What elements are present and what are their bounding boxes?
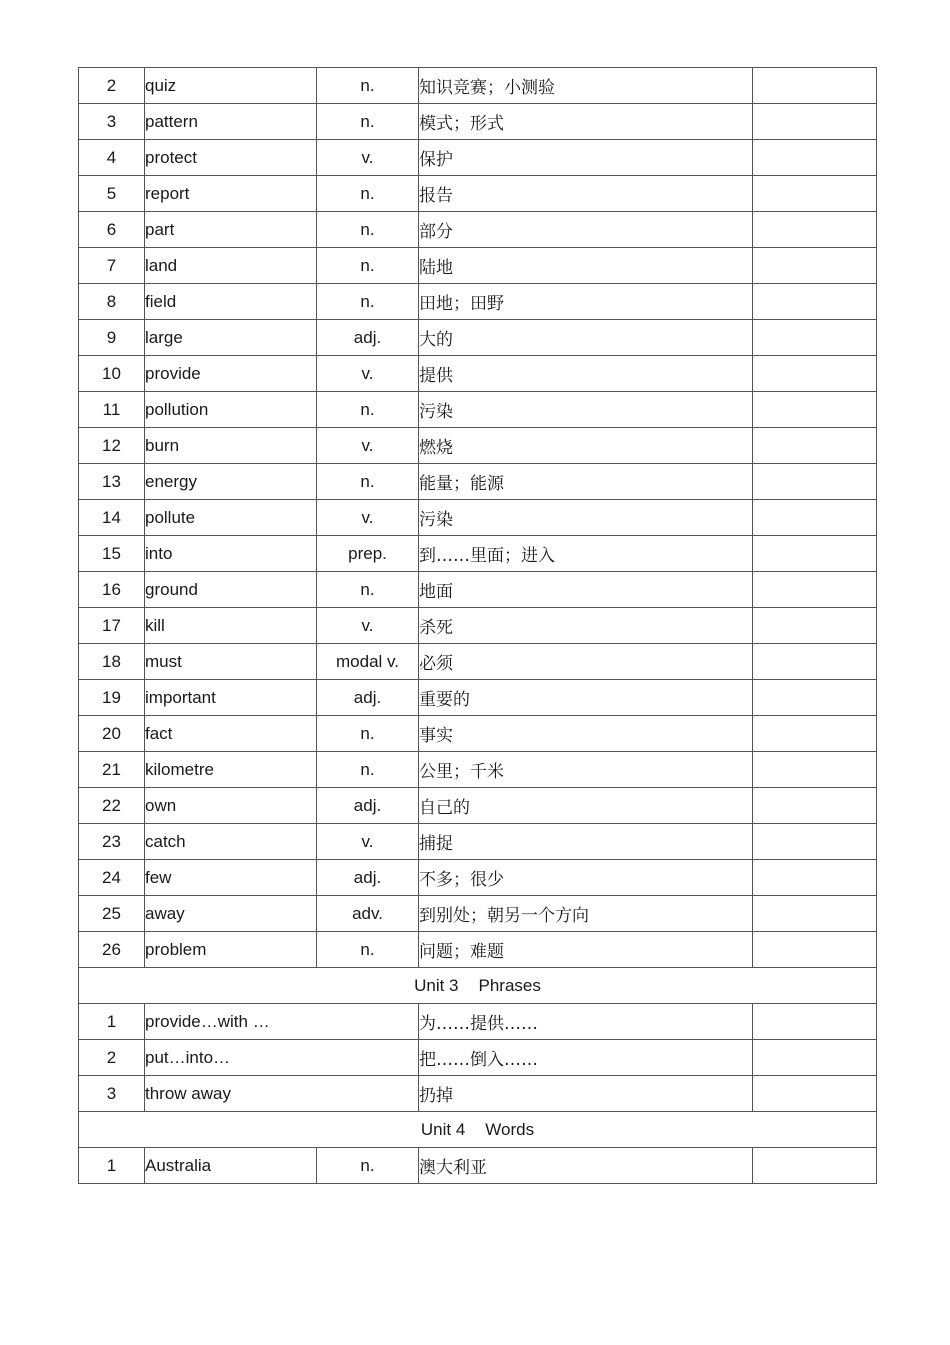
word-cell: provide — [145, 356, 317, 392]
word-cell: must — [145, 644, 317, 680]
meaning-cell: 自己的 — [419, 788, 753, 824]
word-cell: field — [145, 284, 317, 320]
row-number: 20 — [79, 716, 145, 752]
blank-cell — [753, 824, 877, 860]
word-cell: into — [145, 536, 317, 572]
phrase-cell: throw away — [145, 1076, 419, 1112]
meaning-cell: 知识竞赛；小测验 — [419, 68, 753, 104]
word-cell: land — [145, 248, 317, 284]
blank-cell — [753, 536, 877, 572]
row-number: 18 — [79, 644, 145, 680]
blank-cell — [753, 1148, 877, 1184]
part-of-speech-cell: v. — [317, 608, 419, 644]
table-row — [79, 428, 877, 464]
table-row — [79, 1040, 877, 1076]
row-number: 2 — [79, 68, 145, 104]
meaning-cell: 事实 — [419, 716, 753, 752]
word-cell: pollution — [145, 392, 317, 428]
table-row — [79, 500, 877, 536]
part-of-speech-cell: n. — [317, 752, 419, 788]
unit3-phrases-body — [79, 1004, 877, 1112]
blank-cell — [753, 860, 877, 896]
meaning-cell: 田地；田野 — [419, 284, 753, 320]
blank-cell — [753, 932, 877, 968]
blank-cell — [753, 896, 877, 932]
row-number: 15 — [79, 536, 145, 572]
table-row — [79, 1076, 877, 1112]
table-row — [79, 68, 877, 104]
table-row — [79, 932, 877, 968]
blank-cell — [753, 392, 877, 428]
blank-cell — [753, 500, 877, 536]
blank-cell — [753, 788, 877, 824]
table-row — [79, 140, 877, 176]
part-of-speech-cell: n. — [317, 1148, 419, 1184]
table-row — [79, 1148, 877, 1184]
meaning-cell: 污染 — [419, 500, 753, 536]
word-cell: quiz — [145, 68, 317, 104]
word-cell: burn — [145, 428, 317, 464]
table-row — [79, 644, 877, 680]
table-row — [79, 680, 877, 716]
row-number: 5 — [79, 176, 145, 212]
row-number: 1 — [79, 1004, 145, 1040]
blank-cell — [753, 176, 877, 212]
unit3-words-body — [79, 68, 877, 968]
row-number: 13 — [79, 464, 145, 500]
table-row — [79, 896, 877, 932]
section-label: Phrases — [478, 975, 541, 995]
meaning-cell: 污染 — [419, 392, 753, 428]
row-number: 25 — [79, 896, 145, 932]
part-of-speech-cell: v. — [317, 428, 419, 464]
word-cell: report — [145, 176, 317, 212]
table-row — [79, 860, 877, 896]
part-of-speech-cell: n. — [317, 248, 419, 284]
part-of-speech-cell: n. — [317, 68, 419, 104]
table-row — [79, 464, 877, 500]
meaning-cell: 必须 — [419, 644, 753, 680]
table-row — [79, 536, 877, 572]
blank-cell — [753, 1076, 877, 1112]
row-number: 22 — [79, 788, 145, 824]
table-row — [79, 212, 877, 248]
row-number: 2 — [79, 1040, 145, 1076]
word-cell: catch — [145, 824, 317, 860]
meaning-cell: 扔掉 — [419, 1076, 753, 1112]
unit-label: Unit 4 — [420, 1119, 466, 1139]
part-of-speech-cell: n. — [317, 932, 419, 968]
row-number: 19 — [79, 680, 145, 716]
meaning-cell: 问题；难题 — [419, 932, 753, 968]
part-of-speech-cell: n. — [317, 392, 419, 428]
word-cell: part — [145, 212, 317, 248]
blank-cell — [753, 1004, 877, 1040]
meaning-cell: 重要的 — [419, 680, 753, 716]
blank-cell — [753, 248, 877, 284]
blank-cell — [753, 680, 877, 716]
part-of-speech-cell: adv. — [317, 896, 419, 932]
word-cell: pollute — [145, 500, 317, 536]
table-row — [79, 356, 877, 392]
blank-cell — [753, 716, 877, 752]
meaning-cell: 模式；形式 — [419, 104, 753, 140]
section-header-row — [79, 968, 877, 1004]
meaning-cell: 能量；能源 — [419, 464, 753, 500]
meaning-cell: 大的 — [419, 320, 753, 356]
meaning-cell: 到别处；朝另一个方向 — [419, 896, 753, 932]
word-cell: problem — [145, 932, 317, 968]
meaning-cell: 捕捉 — [419, 824, 753, 860]
blank-cell — [753, 1040, 877, 1076]
word-cell: ground — [145, 572, 317, 608]
part-of-speech-cell: prep. — [317, 536, 419, 572]
phrase-cell: provide…with … — [145, 1004, 419, 1040]
meaning-cell: 保护 — [419, 140, 753, 176]
part-of-speech-cell: n. — [317, 464, 419, 500]
meaning-cell: 地面 — [419, 572, 753, 608]
row-number: 3 — [79, 104, 145, 140]
vocabulary-table — [78, 67, 877, 1184]
part-of-speech-cell: adj. — [317, 788, 419, 824]
row-number: 3 — [79, 1076, 145, 1112]
table-row — [79, 104, 877, 140]
row-number: 16 — [79, 572, 145, 608]
blank-cell — [753, 104, 877, 140]
row-number: 17 — [79, 608, 145, 644]
row-number: 8 — [79, 284, 145, 320]
blank-cell — [753, 752, 877, 788]
blank-cell — [753, 428, 877, 464]
phrase-cell: put…into… — [145, 1040, 419, 1076]
row-number: 24 — [79, 860, 145, 896]
part-of-speech-cell: n. — [317, 284, 419, 320]
meaning-cell: 澳大利亚 — [419, 1148, 753, 1184]
part-of-speech-cell: adj. — [317, 680, 419, 716]
part-of-speech-cell: v. — [317, 824, 419, 860]
blank-cell — [753, 140, 877, 176]
unit4-words-header — [79, 1112, 877, 1148]
meaning-cell: 陆地 — [419, 248, 753, 284]
row-number: 6 — [79, 212, 145, 248]
table-row — [79, 320, 877, 356]
part-of-speech-cell: n. — [317, 104, 419, 140]
row-number: 26 — [79, 932, 145, 968]
meaning-cell: 杀死 — [419, 608, 753, 644]
word-cell: Australia — [145, 1148, 317, 1184]
part-of-speech-cell: v. — [317, 500, 419, 536]
table-row — [79, 392, 877, 428]
meaning-cell: 把……倒入…… — [419, 1040, 753, 1076]
row-number: 9 — [79, 320, 145, 356]
row-number: 21 — [79, 752, 145, 788]
table-row — [79, 284, 877, 320]
meaning-cell: 部分 — [419, 212, 753, 248]
word-cell: own — [145, 788, 317, 824]
blank-cell — [753, 68, 877, 104]
blank-cell — [753, 644, 877, 680]
part-of-speech-cell: adj. — [317, 320, 419, 356]
table-row — [79, 752, 877, 788]
part-of-speech-cell: v. — [317, 356, 419, 392]
blank-cell — [753, 212, 877, 248]
row-number: 7 — [79, 248, 145, 284]
blank-cell — [753, 356, 877, 392]
table-row — [79, 788, 877, 824]
table-row — [79, 1004, 877, 1040]
word-cell: pattern — [145, 104, 317, 140]
table-row — [79, 248, 877, 284]
row-number: 14 — [79, 500, 145, 536]
word-cell: important — [145, 680, 317, 716]
meaning-cell: 燃烧 — [419, 428, 753, 464]
blank-cell — [753, 320, 877, 356]
unit3-phrases-header — [79, 968, 877, 1004]
part-of-speech-cell: adj. — [317, 860, 419, 896]
part-of-speech-cell: v. — [317, 140, 419, 176]
meaning-cell: 到……里面；进入 — [419, 536, 753, 572]
meaning-cell: 不多；很少 — [419, 860, 753, 896]
part-of-speech-cell: n. — [317, 212, 419, 248]
word-cell: energy — [145, 464, 317, 500]
row-number: 1 — [79, 1148, 145, 1184]
unit-label: Unit 3 — [414, 975, 459, 995]
word-cell: kilometre — [145, 752, 317, 788]
word-cell: fact — [145, 716, 317, 752]
unit4-words-body — [79, 1148, 877, 1184]
row-number: 12 — [79, 428, 145, 464]
unit3-phrases-section — [79, 968, 877, 1004]
table-row — [79, 572, 877, 608]
section-header-row — [79, 1112, 877, 1148]
row-number: 11 — [79, 392, 145, 428]
part-of-speech-cell: n. — [317, 716, 419, 752]
part-of-speech-cell: modal v. — [317, 644, 419, 680]
table-row — [79, 716, 877, 752]
blank-cell — [753, 572, 877, 608]
word-cell: protect — [145, 140, 317, 176]
part-of-speech-cell: n. — [317, 572, 419, 608]
table-row — [79, 608, 877, 644]
row-number: 4 — [79, 140, 145, 176]
table-row — [79, 824, 877, 860]
word-cell: large — [145, 320, 317, 356]
word-cell: kill — [145, 608, 317, 644]
part-of-speech-cell: n. — [317, 176, 419, 212]
meaning-cell: 报告 — [419, 176, 753, 212]
blank-cell — [753, 464, 877, 500]
word-cell: few — [145, 860, 317, 896]
unit4-words-section — [79, 1112, 877, 1148]
word-cell: away — [145, 896, 317, 932]
blank-cell — [753, 284, 877, 320]
row-number: 23 — [79, 824, 145, 860]
meaning-cell: 提供 — [419, 356, 753, 392]
table-row — [79, 176, 877, 212]
blank-cell — [753, 608, 877, 644]
row-number: 10 — [79, 356, 145, 392]
meaning-cell: 为……提供…… — [419, 1004, 753, 1040]
section-label: Words — [485, 1119, 535, 1139]
meaning-cell: 公里；千米 — [419, 752, 753, 788]
